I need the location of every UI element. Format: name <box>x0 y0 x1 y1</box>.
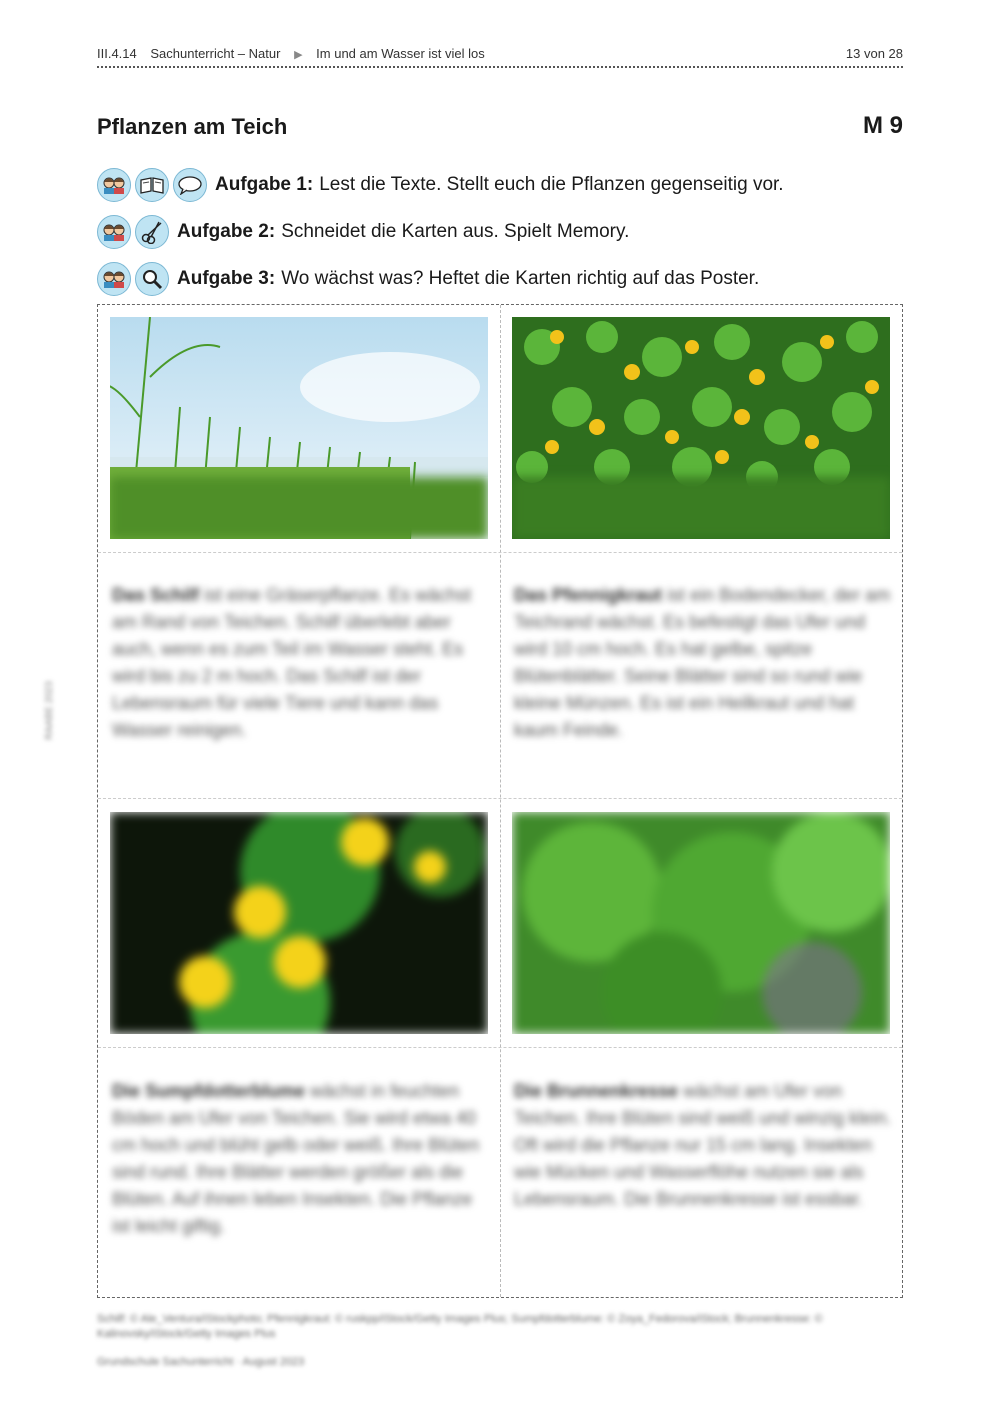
task-1-text: Lest die Texte. Stellt euch die Pflanzen gegenseitig vor. <box>319 174 784 195</box>
photo-brunnenkresse <box>512 812 890 1034</box>
subject: Sachunterricht – Natur <box>150 46 281 61</box>
book-icon <box>135 168 169 202</box>
photo-pfennigkraut <box>512 317 890 539</box>
side-note: RAABE 2023 <box>44 681 55 740</box>
edition-note: Grundschule Sachunterricht · August 2023 <box>97 1356 305 1368</box>
card-name-sumpfdotterblume: Die Sumpfdotterblume <box>112 1081 306 1101</box>
task-2-text: Schneidet die Karten aus. Spielt Memory. <box>281 221 630 242</box>
speech-bubble-icon <box>173 168 207 202</box>
photo-sumpfdotterblume <box>110 812 488 1034</box>
card-text-sumpfdotterblume: Die Sumpfdotterblume wächst in feuchten Böden am Ufer von Teichen. Sie wird etwa 40 cm hoch und blüht gelb oder weiß. Ihre Blüten sind rund. Ihre Blätter werden größer als die Blüten. Auf ihnen leben Insekten. Die Pflanze ist leicht giftig. <box>112 1081 480 1236</box>
task-3-text: Wo wächst was? Heftet die Karten richtig auf das Poster. <box>281 268 760 289</box>
arrow-right-icon: ▶ <box>294 49 303 61</box>
section-number: III.4.14 <box>97 46 137 61</box>
topic: Im und am Wasser ist viel los <box>316 46 485 61</box>
page-header <box>97 44 903 68</box>
task-1 <box>97 167 784 203</box>
card-text-brunnenkresse: Die Brunnenkresse wächst am Ufer von Teichen. Ihre Blüten sind weiß und winzig klein. Oft wird die Pflanze nur 15 cm lang. Insekten wie Mücken und Wasserflöhe nutzen sie als Lebensraum. Die Brunnenkresse ist essbar. <box>514 1081 892 1209</box>
task-1-label: Aufgabe 1: <box>215 174 314 195</box>
breadcrumb <box>97 46 495 61</box>
page-title: Pflanzen am Teich <box>97 114 288 139</box>
partner-icon <box>97 262 131 296</box>
card-text-schilf: Das Schilf ist eine Gräserpflanze. Es wächst am Rand von Teichen. Schilf überlebt aber auch, wenn es zum Teil im Wasser steht. Es wird bis zu 2 m hoch. Das Schilf ist der Lebensraum für viele Tiere und kann das Wasser reinigen. <box>112 585 472 740</box>
image-credits: Schilf: © Ale_Ventura/iStockphoto; Pfennigkraut: © ruskpp/iStock/Getty Images Plus; Sumpfdotterblume: © Zoya_Fedorova/iStock; Brunnenkresse: © Kalinovsky/iStock/Getty Images Plus <box>97 1313 823 1340</box>
card-text-pfennigkraut: Das Pfennigkraut ist ein Bodendecker, der am Teichrand wächst. Es befestigt das Ufer und wird 10 cm hoch. Es hat gelbe, spitze Blütenblätter. Seine Blätter sind so rund wie kleine Münzen. Es ist ein Heilkraut und hat kaum Feinde. <box>514 585 891 740</box>
scissors-icon <box>135 215 169 249</box>
page-number: 13 von 28 <box>845 46 903 61</box>
card-name-pfennigkraut: Das Pfennigkraut <box>514 585 663 605</box>
material-code: M 9 <box>862 112 903 139</box>
task-3-label: Aufgabe 3: <box>177 268 276 289</box>
task-2 <box>97 214 629 250</box>
photo-reed <box>110 317 488 539</box>
magnifier-icon <box>135 262 169 296</box>
card-name-brunnenkresse: Die Brunnenkresse <box>514 1081 679 1101</box>
card-name-schilf: Das Schilf <box>112 585 200 605</box>
partner-icon <box>97 168 131 202</box>
task-3 <box>97 261 759 297</box>
task-2-label: Aufgabe 2: <box>177 221 276 242</box>
partner-icon <box>97 215 131 249</box>
